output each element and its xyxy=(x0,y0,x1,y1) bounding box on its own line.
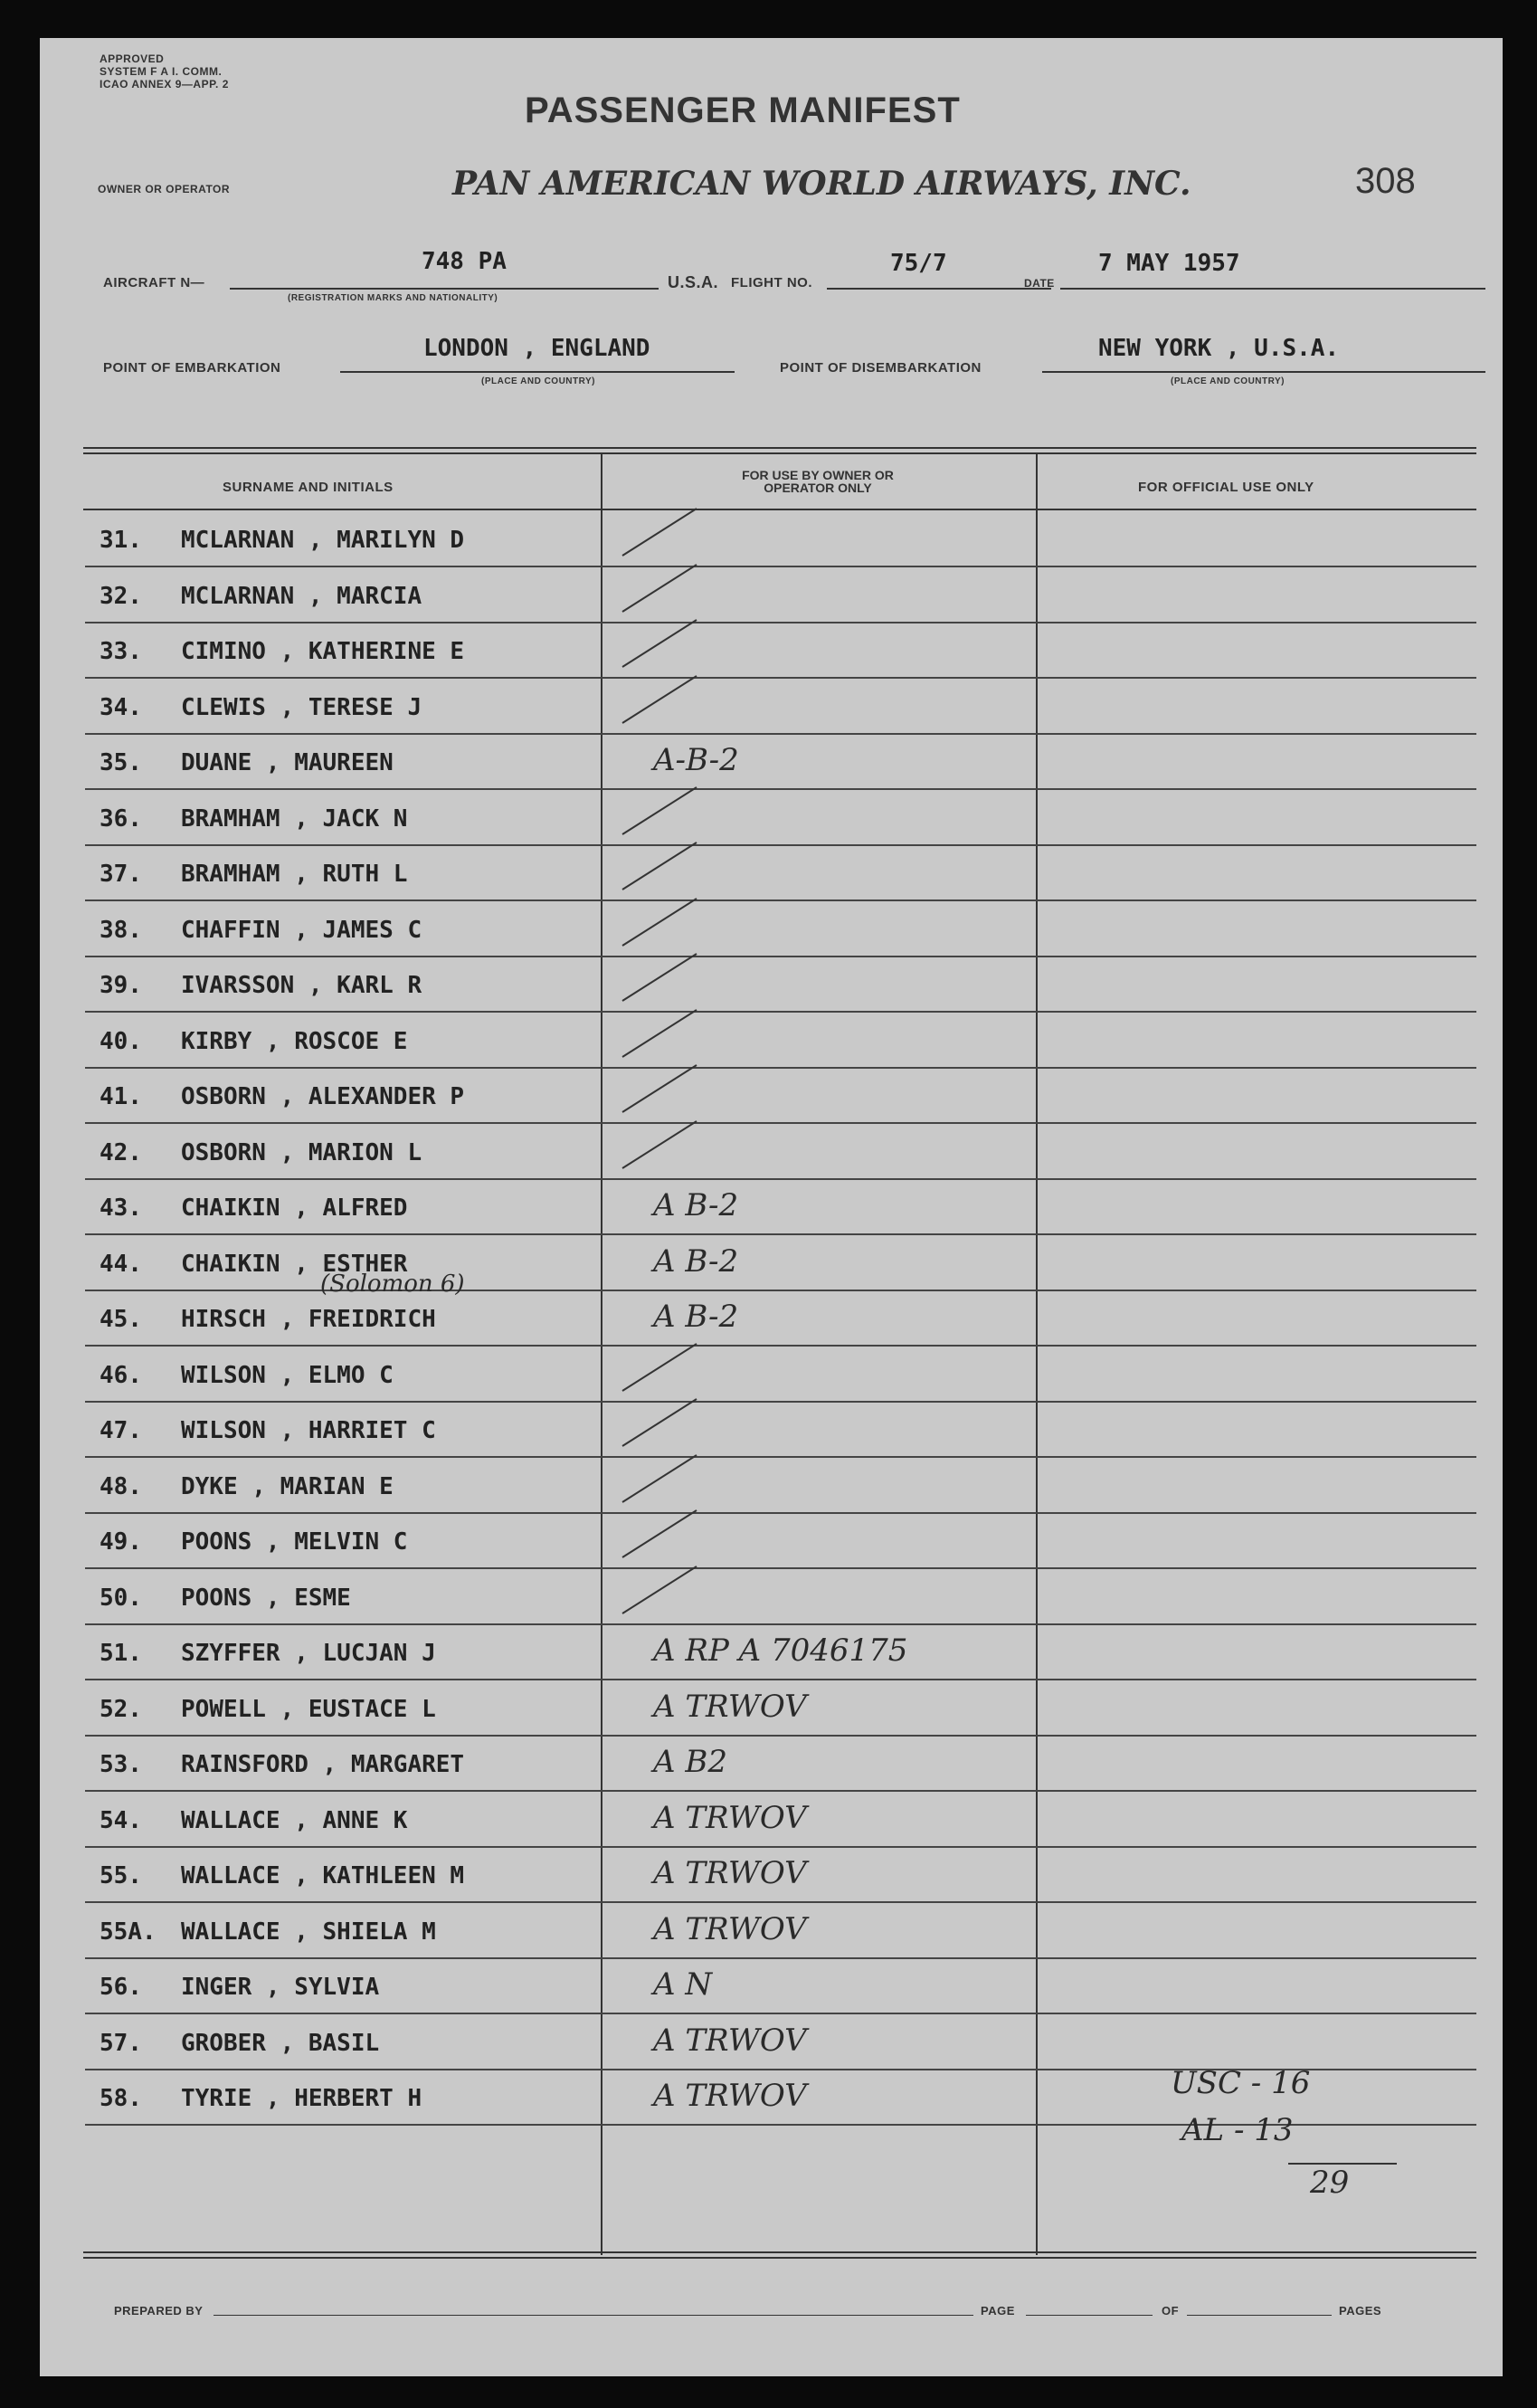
table-row xyxy=(85,1904,1476,1959)
of-label: OF xyxy=(1162,2304,1180,2318)
operator-note: A N xyxy=(653,1966,713,2003)
passenger-name: CLEWIS , TERESE J xyxy=(181,693,422,721)
row-number: 38. xyxy=(100,916,142,944)
table-row xyxy=(85,1959,1476,2014)
check-mark-icon xyxy=(619,950,700,1004)
check-mark-icon xyxy=(619,784,700,838)
passenger-name: DUANE , MAUREEN xyxy=(181,749,394,776)
table-top-rule-2 xyxy=(83,452,1476,454)
flight-underline xyxy=(827,288,1051,290)
page-line xyxy=(1026,2315,1153,2316)
table-row xyxy=(85,1403,1476,1458)
table-row xyxy=(85,1848,1476,1903)
passenger-name: OSBORN , ALEXANDER P xyxy=(181,1083,465,1110)
table-row xyxy=(85,902,1476,957)
row-number: 44. xyxy=(100,1250,142,1278)
operator-note: A B-2 xyxy=(653,1299,739,1335)
table-row xyxy=(85,735,1476,790)
check-mark-icon xyxy=(619,561,700,615)
table-row xyxy=(85,512,1476,567)
row-number: 31. xyxy=(100,527,142,554)
passenger-name: POWELL , EUSTACE L xyxy=(181,1695,436,1723)
owner-label: OWNER OR OPERATOR xyxy=(98,183,231,195)
passenger-name: BRAMHAM , JACK N xyxy=(181,804,408,833)
operator-note: A B-2 xyxy=(653,1187,739,1223)
check-mark-icon xyxy=(619,1563,700,1617)
table-row xyxy=(85,2015,1476,2070)
table-top-rule xyxy=(83,447,1476,449)
table-row xyxy=(85,1125,1476,1180)
table-bottom-rule-2 xyxy=(83,2257,1476,2259)
disembarkation-label: POINT OF DISEMBARKATION xyxy=(780,360,982,376)
row-number: 47. xyxy=(100,1417,142,1444)
row-number: 58. xyxy=(100,2085,142,2112)
row-number: 49. xyxy=(100,1528,142,1556)
disembarkation-note: (PLACE AND COUNTRY) xyxy=(1171,376,1285,386)
table-row xyxy=(85,1459,1476,1514)
disembarkation-place: NEW YORK , U.S.A. xyxy=(1098,335,1340,362)
passenger-name: CIMINO , KATHERINE E xyxy=(181,638,465,665)
operator-note: A B2 xyxy=(653,1744,727,1780)
date-underline xyxy=(1060,288,1485,290)
header-bottom-rule xyxy=(83,509,1476,510)
passenger-name: WALLACE , ANNE K xyxy=(181,1806,408,1834)
row-number: 46. xyxy=(100,1361,142,1389)
check-mark-icon xyxy=(619,1340,700,1394)
aircraft-label: AIRCRAFT N— xyxy=(103,275,205,290)
passenger-name: KIRBY , ROSCOE E xyxy=(181,1027,408,1055)
operator-note: A-B-2 xyxy=(653,742,739,778)
check-mark-icon xyxy=(619,1395,700,1450)
table-row xyxy=(85,1347,1476,1403)
embarkation-label: POINT OF EMBARKATION xyxy=(103,360,281,376)
table-row xyxy=(85,1625,1476,1680)
col-header-official: FOR OFFICIAL USE ONLY xyxy=(1138,480,1314,495)
date-label: DATE xyxy=(1024,277,1055,290)
total-al: AL - 13 xyxy=(1181,2112,1294,2148)
passenger-name: BRAMHAM , RUTH L xyxy=(181,861,408,888)
operator-note: A RP A 7046175 xyxy=(653,1632,908,1669)
table-row xyxy=(85,680,1476,735)
table-row xyxy=(85,568,1476,623)
row-number: 33. xyxy=(100,638,142,665)
passenger-name: WALLACE , KATHLEEN M xyxy=(181,1862,465,1889)
passenger-name: POONS , ESME xyxy=(181,1584,351,1612)
check-mark-icon xyxy=(619,1451,700,1506)
hirsch-annotation: (Solomon 6) xyxy=(320,1271,465,1298)
check-mark-icon xyxy=(619,1061,700,1116)
table-row xyxy=(85,1737,1476,1792)
operator-note: A TRWOV xyxy=(653,2022,807,2059)
passenger-name: HIRSCH , FREIDRICH xyxy=(181,1306,436,1333)
row-number: 36. xyxy=(100,804,142,833)
row-number: 52. xyxy=(100,1695,142,1723)
row-number: 42. xyxy=(100,1138,142,1166)
check-mark-icon xyxy=(619,1118,700,1172)
operator-note: A TRWOV xyxy=(653,1855,807,1891)
table-row xyxy=(85,791,1476,846)
embarkation-underline xyxy=(340,371,735,373)
embarkation-note: (PLACE AND COUNTRY) xyxy=(481,376,595,386)
passenger-name: OSBORN , MARION L xyxy=(181,1138,422,1166)
table-row xyxy=(85,1514,1476,1569)
table-row xyxy=(85,1681,1476,1737)
passenger-name: MCLARNAN , MARCIA xyxy=(181,582,422,610)
total-sum: 29 xyxy=(1310,2165,1350,2201)
passenger-name: POONS , MELVIN C xyxy=(181,1528,408,1556)
passenger-name: CHAIKIN , ESTHER xyxy=(181,1250,408,1278)
row-number: 39. xyxy=(100,972,142,999)
table-row xyxy=(85,1236,1476,1291)
row-number: 40. xyxy=(100,1027,142,1055)
table-row xyxy=(85,1180,1476,1235)
table-bottom-rule xyxy=(83,2251,1476,2253)
check-mark-icon xyxy=(619,895,700,949)
row-number: 50. xyxy=(100,1584,142,1612)
aircraft-registration: 748 PA xyxy=(422,248,507,275)
passenger-name: WILSON , HARRIET C xyxy=(181,1417,436,1444)
table-row xyxy=(85,1793,1476,1848)
prepared-by-line xyxy=(213,2315,973,2316)
embarkation-place: LONDON , ENGLAND xyxy=(423,335,650,362)
operator-name: PAN AMERICAN WORLD AIRWAYS, INC. xyxy=(452,165,1191,203)
passenger-name: DYKE , MARIAN E xyxy=(181,1472,394,1500)
page-title: PASSENGER MANIFEST xyxy=(525,90,961,130)
row-number: 35. xyxy=(100,749,142,776)
operator-note: A TRWOV xyxy=(653,1799,807,1836)
row-number: 48. xyxy=(100,1472,142,1500)
table-row xyxy=(85,957,1476,1013)
pages-label: PAGES xyxy=(1339,2304,1382,2318)
approval-line-2: SYSTEM F A I. COMM. xyxy=(100,65,223,78)
row-number: 32. xyxy=(100,582,142,610)
table-row xyxy=(85,1014,1476,1069)
table-row xyxy=(85,623,1476,679)
page-number: 308 xyxy=(1355,161,1416,201)
row-number: 54. xyxy=(100,1806,142,1834)
check-mark-icon xyxy=(619,616,700,671)
check-mark-icon xyxy=(619,672,700,727)
row-number: 55. xyxy=(100,1862,142,1889)
passenger-name: TYRIE , HERBERT H xyxy=(181,2085,422,2112)
row-number: 41. xyxy=(100,1083,142,1110)
row-number: 34. xyxy=(100,693,142,721)
flight-label: FLIGHT NO. xyxy=(731,275,812,290)
passenger-name: CHAIKIN , ALFRED xyxy=(181,1194,408,1222)
passenger-name: CHAFFIN , JAMES C xyxy=(181,916,422,944)
table-row xyxy=(85,1570,1476,1625)
row-number: 57. xyxy=(100,2029,142,2057)
check-mark-icon xyxy=(619,1507,700,1561)
disembarkation-underline xyxy=(1042,371,1485,373)
passenger-name: RAINSFORD , MARGARET xyxy=(181,1751,465,1778)
table-row xyxy=(85,846,1476,901)
manifest-page xyxy=(40,38,1503,2376)
operator-note: A TRWOV xyxy=(653,2078,807,2114)
flight-number: 75/7 xyxy=(890,250,947,277)
passenger-name: IVARSSON , KARL R xyxy=(181,972,422,999)
flight-date: 7 MAY 1957 xyxy=(1098,250,1240,277)
row-number: 51. xyxy=(100,1640,142,1667)
row-number: 45. xyxy=(100,1306,142,1333)
approval-line-1: APPROVED xyxy=(100,52,165,65)
col-header-surname: SURNAME AND INITIALS xyxy=(223,480,394,495)
prepared-by-label: PREPARED BY xyxy=(114,2304,204,2318)
row-number: 43. xyxy=(100,1194,142,1222)
table-row xyxy=(85,1291,1476,1347)
operator-note: A TRWOV xyxy=(653,1910,807,1947)
check-mark-icon xyxy=(619,839,700,893)
passenger-name: INGER , SYLVIA xyxy=(181,1974,380,2001)
passenger-name: SZYFFER , LUCJAN J xyxy=(181,1640,436,1667)
operator-note: A TRWOV xyxy=(653,1688,807,1725)
total-usc: USC - 16 xyxy=(1171,2065,1311,2101)
passenger-name: WALLACE , SHIELA M xyxy=(181,1918,436,1946)
check-mark-icon xyxy=(619,505,700,559)
table-row xyxy=(85,1069,1476,1124)
operator-note: A B-2 xyxy=(653,1242,739,1280)
aircraft-underline xyxy=(230,288,659,290)
registration-note: (REGISTRATION MARKS AND NATIONALITY) xyxy=(288,293,498,303)
row-number: 53. xyxy=(100,1751,142,1778)
usa-label: U.S.A. xyxy=(668,273,719,291)
passenger-name: WILSON , ELMO C xyxy=(181,1361,394,1389)
check-mark-icon xyxy=(619,1006,700,1061)
passenger-name: GROBER , BASIL xyxy=(181,2029,380,2057)
col-header-owner: FOR USE BY OWNER OR OPERATOR ONLY xyxy=(742,468,894,495)
passenger-name: MCLARNAN , MARILYN D xyxy=(181,527,465,554)
row-number: 56. xyxy=(100,1974,142,2001)
row-number: 55A. xyxy=(100,1918,157,1946)
row-number: 37. xyxy=(100,861,142,888)
page-label: PAGE xyxy=(981,2304,1015,2318)
of-line xyxy=(1187,2315,1332,2316)
approval-line-3: ICAO ANNEX 9—APP. 2 xyxy=(100,78,229,90)
